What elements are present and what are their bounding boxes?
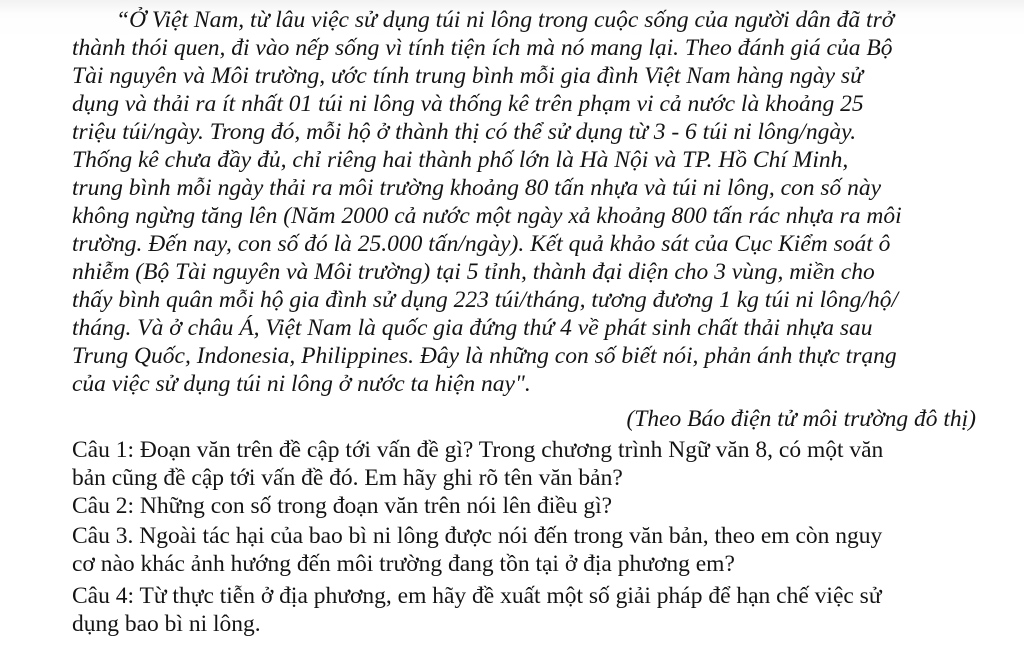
passage-line: trường. Đến nay, con số đó là 25.000 tấn/ngày). Kết quả khảo sát của Cục Kiểm soát ô: [72, 231, 891, 257]
passage-source: (Theo Báo điện tử môi trường đô thị): [626, 406, 976, 432]
question-1-line: bản cũng đề cập tới vấn đề đó. Em hãy ghi rõ tên văn bản?: [72, 465, 623, 491]
passage-line: của việc sử dụng túi ni lông ở nước ta hiện nay".: [72, 371, 531, 397]
passage-line: không ngừng tăng lên (Năm 2000 cả nước một ngày xả khoảng 800 tấn rác nhựa ra môi: [72, 203, 902, 229]
passage-line: thành thói quen, đi vào nếp sống vì tính tiện ích mà nó mang lại. Theo đánh giá của Bộ: [72, 35, 893, 61]
question-4-line: dụng bao bì ni lông.: [72, 611, 261, 637]
passage-line: nhiễm (Bộ Tài nguyên và Môi trường) tại 5 tỉnh, thành đại diện cho 3 vùng, miền cho: [72, 259, 875, 285]
passage-line: thấy bình quân mỗi hộ gia đình sử dụng 223 túi/tháng, tương đương 1 kg túi ni lông/hộ/: [72, 287, 898, 313]
passage-line: Trung Quốc, Indonesia, Philippines. Đây là những con số biết nói, phản ánh thực trạng: [72, 343, 897, 369]
question-1-line: Câu 1: Đoạn văn trên đề cập tới vấn đề gì? Trong chương trình Ngữ văn 8, có một văn: [72, 437, 884, 463]
passage-line: triệu túi/ngày. Trong đó, mỗi hộ ở thành thị có thể sử dụng từ 3 - 6 túi ni lông/ngày.: [72, 119, 857, 145]
passage-line: “Ở Việt Nam, từ lâu việc sử dụng túi ni lông trong cuộc sống của người dân đã trở: [116, 7, 895, 33]
question-2-line: Câu 2: Những con số trong đoạn văn trên nói lên điều gì?: [72, 493, 613, 519]
passage-line: trung bình mỗi ngày thải ra môi trường khoảng 80 tấn nhựa và túi ni lông, con số này: [72, 175, 882, 201]
passage-line: Thống kê chưa đầy đủ, chỉ riêng hai thành phố lớn là Hà Nội và TP. Hồ Chí Minh,: [72, 147, 849, 173]
passage-line: Tài nguyên và Môi trường, ước tính trung bình mỗi gia đình Việt Nam hàng ngày sử: [72, 63, 863, 89]
passage-line: dụng và thải ra ít nhất 01 túi ni lông và thống kê trên phạm vi cả nước là khoảng 25: [72, 91, 864, 117]
passage-line: tháng. Và ở châu Á, Việt Nam là quốc gia đứng thứ 4 về phát sinh chất thải nhựa sau: [72, 315, 873, 341]
question-3-line: Câu 3. Ngoài tác hại của bao bì ni lông được nói đến trong văn bản, theo em còn nguy: [72, 523, 883, 549]
question-4-line: Câu 4: Từ thực tiễn ở địa phương, em hãy đề xuất một số giải pháp để hạn chế việc sử: [72, 583, 882, 609]
question-3-line: cơ nào khác ảnh hướng đến môi trường đang tồn tại ở địa phương em?: [72, 551, 735, 577]
